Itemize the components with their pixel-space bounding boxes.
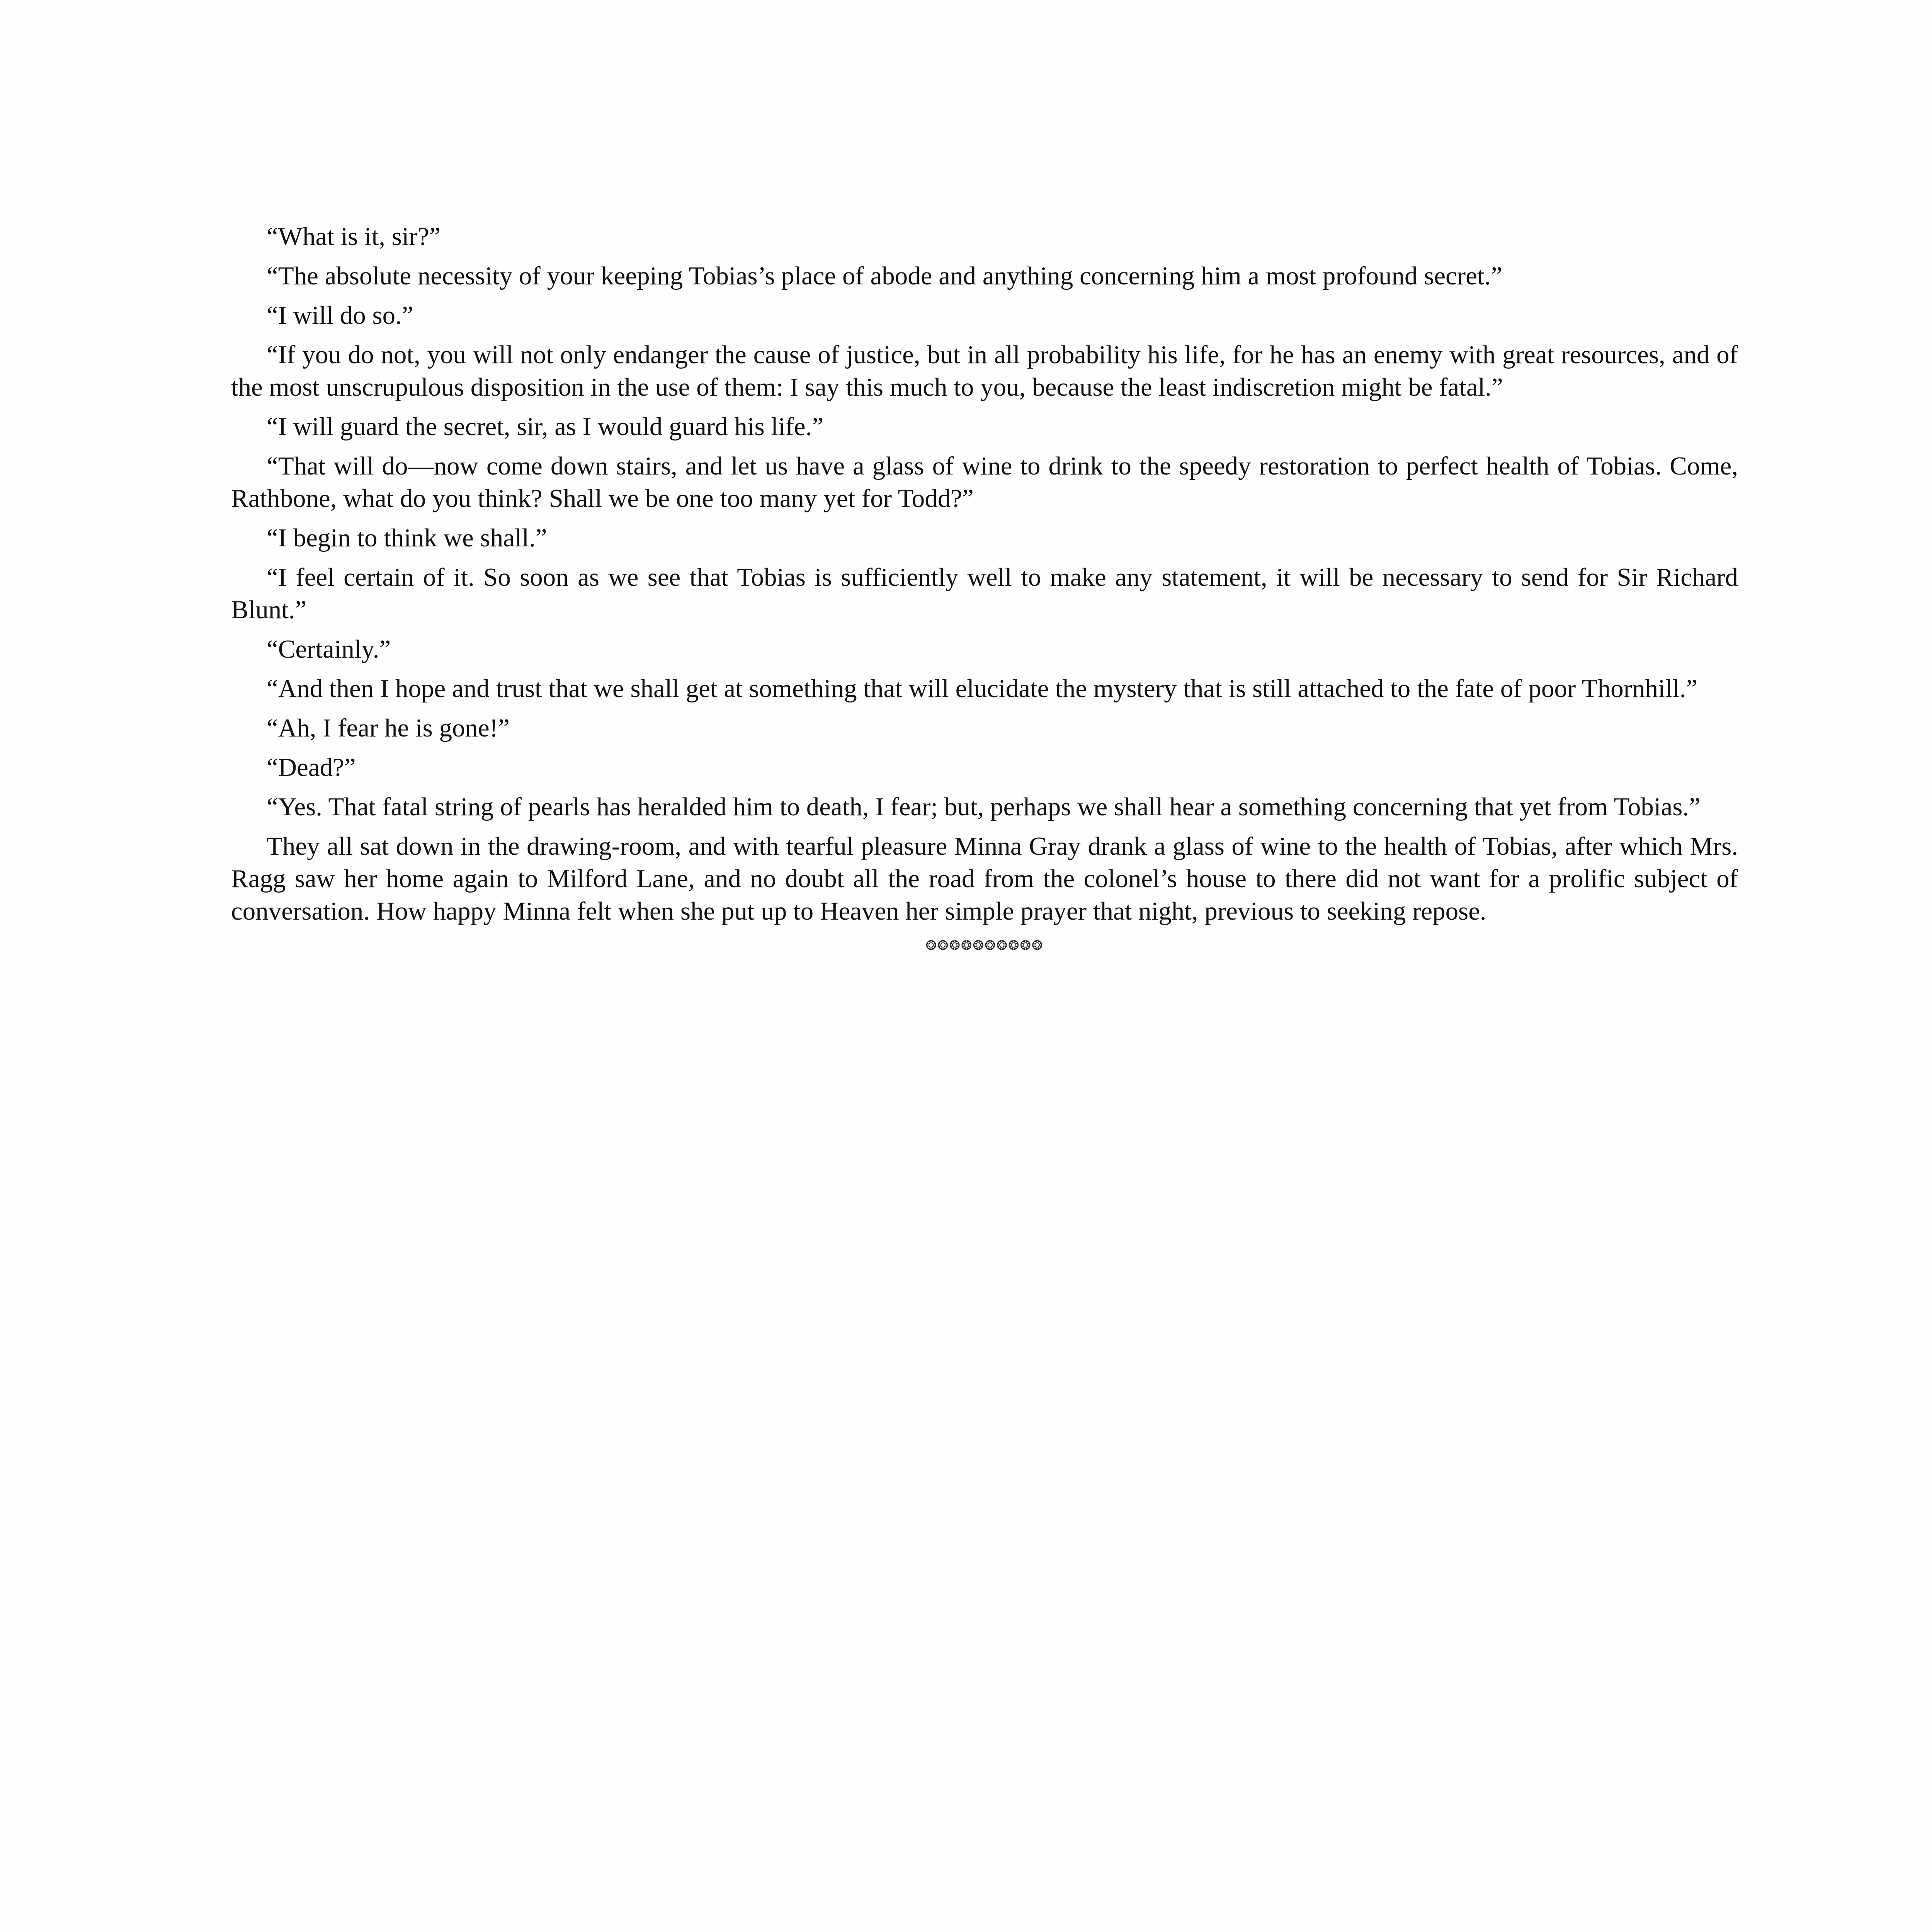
paragraph: “I begin to think we shall.” [267, 524, 547, 552]
paragraph: “That will do—now come down stairs, and let us have a glass of wine to drink to the speedy restoration to perfect health of Tobias. Come, Rathbone, what do you think? Shall we be one too many yet for Todd?” [231, 452, 1738, 513]
paragraph: “I will do so.” [267, 301, 413, 330]
section-divider: ❂❂❂❂❂❂❂❂❂❂ [925, 938, 1044, 953]
paragraph: “The absolute necessity of your keeping Tobias’s place of abode and anything concerning him a most profound secret.” [267, 262, 1502, 290]
paragraph: “Certainly.” [267, 635, 391, 663]
paragraph: “If you do not, you will not only endanger the cause of justice, but in all probability his life, for he has an enemy with great resources, and of the most unscrupulous disposition in the use of them: I say this much to you, because the least indiscretion might be fatal.” [231, 340, 1738, 401]
paragraph: “Dead?” [267, 753, 356, 782]
paragraph: They all sat down in the drawing-room, and with tearful pleasure Minna Gray drank a glass of wine to the health of Tobias, after which Mrs. Ragg saw her home again to Milford Lane, and no doubt all the road from the colonel’s house to there did not want for a prolific subject of conversation. How happy Minna felt when she put up to Heaven her simple prayer that night, previous to seeking repose. [231, 832, 1738, 925]
paragraph: “What is it, sir?” [267, 222, 441, 251]
paragraph: “Yes. That fatal string of pearls has heralded him to death, I fear; but, perhaps we shall hear a something concerning that yet from Tobias.” [267, 793, 1701, 821]
paragraph: “I will guard the secret, sir, as I would guard his life.” [267, 412, 824, 441]
paragraph: “Ah, I fear he is gone!” [267, 714, 510, 742]
body-text [231, 220, 1738, 955]
paragraph: “And then I hope and trust that we shall get at something that will elucidate the mystery that is still attached to the fate of poor Thornhill.” [267, 674, 1698, 703]
paragraph: “I feel certain of it. So soon as we see that Tobias is sufficiently well to make any statement, it will be necessary to send for Sir Richard Blunt.” [231, 563, 1738, 624]
